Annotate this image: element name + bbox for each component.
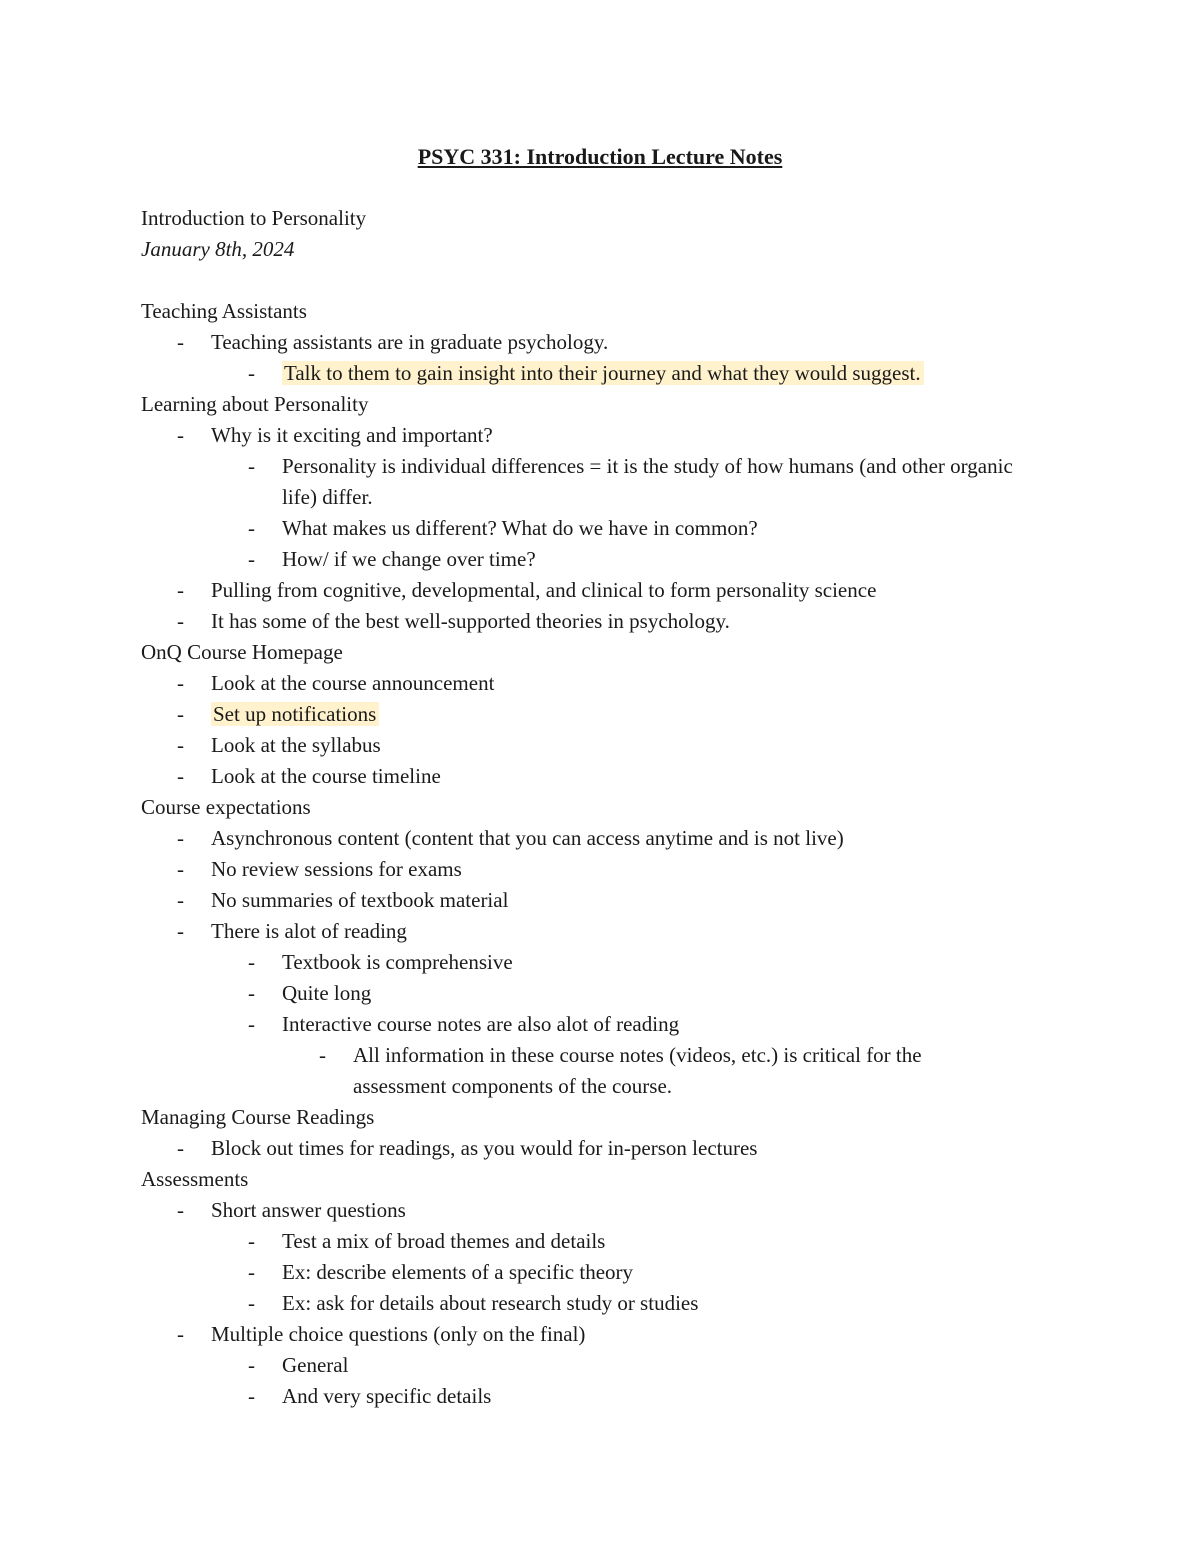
list-item-text: How/ if we change over time? [282, 547, 536, 571]
list-item-text: Teaching assistants are in graduate psychology. [211, 330, 609, 354]
list-item-text: Ex: describe elements of a specific theory [282, 1260, 634, 1284]
section-heading-onq: OnQ Course Homepage [141, 640, 343, 664]
list-item [141, 1288, 1041, 1319]
list-item-text: Short answer questions [211, 1198, 406, 1222]
list-item-text: No review sessions for exams [211, 857, 462, 881]
list-item-text: Asynchronous content (content that you can access anytime and is not live) [211, 826, 844, 850]
list-item [141, 699, 1041, 730]
bullet-dash: - [177, 888, 184, 912]
bullet-dash: - [177, 578, 184, 602]
list-item [141, 1319, 1041, 1350]
document-subtitle: Introduction to Personality [141, 206, 367, 230]
bullet-dash: - [248, 547, 255, 571]
page-title: PSYC 331: Introduction Lecture Notes [417, 144, 783, 169]
bullet-dash: - [177, 330, 184, 354]
list-item-text: It has some of the best well-supported theories in psychology. [211, 609, 730, 633]
bullet-dash: - [248, 361, 255, 385]
bullet-dash: - [177, 1198, 184, 1222]
section-heading-assessments: Assessments [141, 1167, 249, 1191]
highlighted-text: Talk to them to gain insight into their journey and what they would suggest. [282, 361, 924, 385]
list-item-text: Quite long [282, 981, 372, 1005]
list-item-text: What makes us different? What do we have in common? [282, 516, 758, 540]
list-item-text: Look at the course announcement [211, 671, 495, 695]
bullet-dash: - [248, 1384, 255, 1408]
list-item [141, 1040, 1013, 1102]
list-item-text: Block out times for readings, as you would for in-person lectures [211, 1136, 758, 1160]
list-item-text: Interactive course notes are also alot of reading [282, 1012, 680, 1036]
list-item [141, 1195, 1041, 1226]
list-item [141, 606, 1041, 637]
bullet-dash: - [177, 702, 184, 726]
list-item [141, 358, 1041, 389]
list-item [141, 823, 1041, 854]
bullet-dash: - [248, 1260, 255, 1284]
list-item-text: Textbook is comprehensive [282, 950, 513, 974]
list-item-text: Look at the syllabus [211, 733, 381, 757]
bullet-dash: - [177, 609, 184, 633]
list-item-text: Why is it exciting and important? [211, 423, 493, 447]
list-item [141, 1133, 1041, 1164]
list-item [141, 854, 1041, 885]
list-item [141, 1257, 1041, 1288]
list-item-text: No summaries of textbook material [211, 888, 509, 912]
list-item [141, 1350, 1041, 1381]
bullet-dash: - [248, 1229, 255, 1253]
bullet-dash: - [248, 950, 255, 974]
list-item-text: Personality is individual differences = it is the study of how humans (and other organic life) differ. [282, 454, 1013, 509]
list-item-text: Look at the course timeline [211, 764, 441, 788]
bullet-dash: - [319, 1043, 326, 1067]
list-item [141, 761, 1041, 792]
bullet-dash: - [177, 1136, 184, 1160]
list-item [141, 668, 1041, 699]
list-item [141, 916, 1041, 947]
bullet-dash: - [177, 826, 184, 850]
bullet-dash: - [177, 423, 184, 447]
list-item [141, 947, 1041, 978]
list-item [141, 513, 1041, 544]
document-date: January 8th, 2024 [141, 237, 295, 261]
list-item [141, 1381, 1041, 1412]
list-item-text: Test a mix of broad themes and details [282, 1229, 606, 1253]
bullet-dash: - [248, 1353, 255, 1377]
bullet-dash: - [177, 733, 184, 757]
list-item [141, 544, 1041, 575]
bullet-dash: - [177, 671, 184, 695]
bullet-dash: - [248, 454, 255, 478]
bullet-dash: - [248, 981, 255, 1005]
list-item-text: Multiple choice questions (only on the final) [211, 1322, 586, 1346]
section-heading-readings: Managing Course Readings [141, 1105, 375, 1129]
document-body [141, 203, 1041, 1412]
spacer [141, 265, 1041, 296]
list-item [141, 1226, 1041, 1257]
section-heading-teaching-assistants: Teaching Assistants [141, 299, 307, 323]
bullet-dash: - [248, 1012, 255, 1036]
list-item [141, 730, 1041, 761]
bullet-dash: - [248, 516, 255, 540]
list-item-text: All information in these course notes (videos, etc.) is critical for the assessment components of the course. [353, 1043, 922, 1098]
bullet-dash: - [177, 764, 184, 788]
section-heading-expectations: Course expectations [141, 795, 311, 819]
list-item-text: General [282, 1353, 349, 1377]
list-item [141, 327, 1041, 358]
highlighted-text: Set up notifications [211, 702, 379, 726]
list-item-text: Ex: ask for details about research study or studies [282, 1291, 699, 1315]
bullet-dash: - [177, 1322, 184, 1346]
bullet-dash: - [248, 1291, 255, 1315]
list-item [141, 451, 1052, 513]
list-item [141, 1009, 1041, 1040]
bullet-dash: - [177, 857, 184, 881]
list-item [141, 575, 1041, 606]
list-item [141, 420, 1041, 451]
list-item-text: And very specific details [282, 1384, 492, 1408]
list-item-text: Pulling from cognitive, developmental, and clinical to form personality science [211, 578, 877, 602]
list-item [141, 885, 1041, 916]
bullet-dash: - [177, 919, 184, 943]
list-item-text: There is alot of reading [211, 919, 407, 943]
section-heading-learning: Learning about Personality [141, 392, 369, 416]
list-item [141, 978, 1041, 1009]
